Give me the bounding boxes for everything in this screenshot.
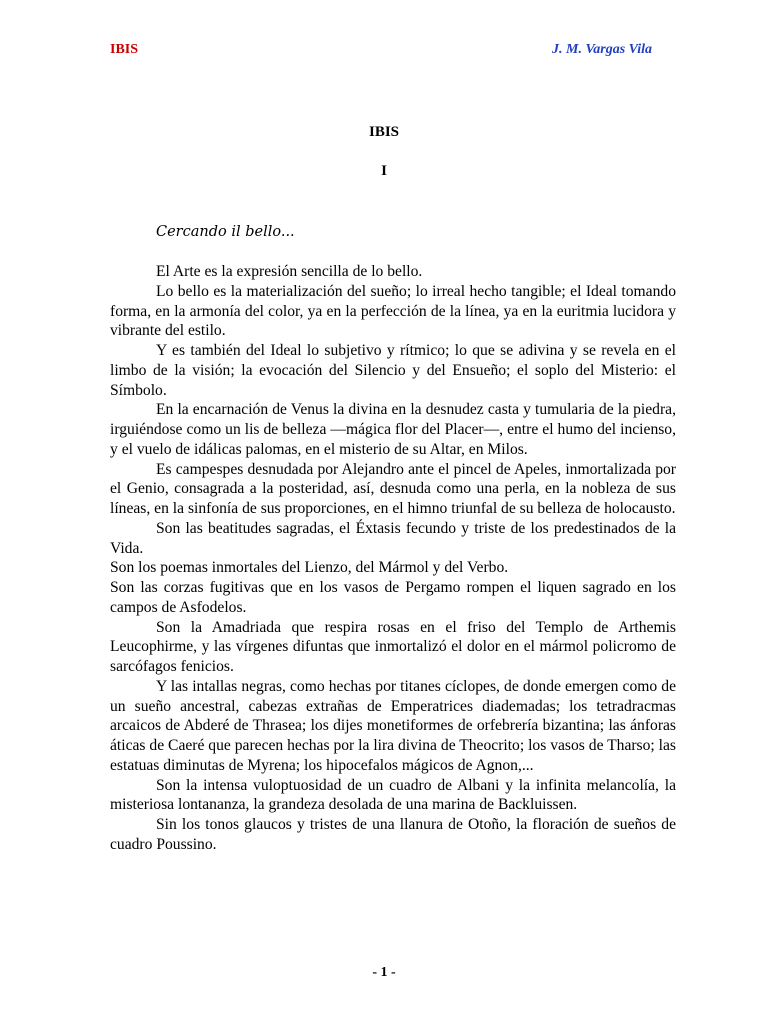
paragraph: En la encarnación de Venus la divina en la desnudez casta y tumularia de la piedra, irguiéndose como un lis de belleza —mágica flor del Placer—, entre el humo del incienso, y el vuelo de idálicas palomas, en el misterio de su Altar, en Milos. — [110, 401, 676, 458]
body-text — [110, 262, 676, 855]
paragraph: Son las beatitudes sagradas, el Éxtasis fecundo y triste de los predestinados de la Vida. — [110, 519, 676, 557]
epigraph: Cercando il bello... — [156, 224, 295, 240]
paragraph: Son la Amadriada que respira rosas en el friso del Templo de Arthemis Leucophirme, y las vírgenes difuntas que inmortalizó el dolor en el mármol policromo de sarcófagos fenicios. — [110, 618, 676, 675]
paragraph: Es campespes desnudada por Alejandro ante el pincel de Apeles, inmortalizada por el Genio, consagrada a la posteridad, así, desnuda como una perla, en la nobleza de sus líneas, en la sinfonía de sus proporciones, en el himno triunfal de su belleza de holocausto. — [110, 460, 676, 517]
paragraph: Y las intallas negras, como hechas por titanes cíclopes, de donde emergen como de un sueño ancestral, cabezas extrañas de Emperatrices diademadas; los tetradracmas arcaicos de Abderé de Thrasea; los dijes monetiformes de orfebrería bizantina; las ánforas áticas de Caeré que parecen hechas por la lira divina de Theocrito; los vasos de Tharso; las estatuas diminutas de Myrena; los hipocefalos mágicos de Agnon,... — [110, 677, 676, 774]
paragraph: Son la intensa vuloptuosidad de un cuadro de Albani y la infinita melancolía, la misteriosa lontananza, la grandeza desolada de una marina de Backluissen. — [110, 776, 676, 814]
header-author: J. M. Vargas Vila — [552, 42, 652, 57]
paragraph: Sin los tonos glaucos y tristes de una llanura de Otoño, la floración de sueños de cuadro Poussino. — [110, 816, 676, 853]
paragraph: Son los poemas inmortales del Lienzo, del Mármol y del Verbo. — [110, 559, 509, 577]
paragraph: Lo bello es la materialización del sueño; lo irreal hecho tangible; el Ideal tomando forma, en la armonía del color, ya en la perfección de la línea, ya en la euritmia lucidora y vibrante del estilo. — [110, 282, 676, 340]
paragraph: Y es también del Ideal lo subjetivo y rítmico; lo que se adivina y se revela en el limbo de la visión; la evocación del Silencio y del Ensueño; el soplo del Misterio: el Símbolo. — [110, 342, 676, 399]
paragraph: Son las corzas fugitivas que en los vasos de Pergamo rompen el liquen sagrado en los campos de Asfodelos. — [110, 579, 676, 616]
paragraph: El Arte es la expresión sencilla de lo bello. — [156, 263, 423, 280]
page-number: - 1 - — [372, 965, 396, 980]
header-book-title: IBIS — [110, 42, 139, 57]
running-header — [110, 42, 656, 62]
book-title: IBIS — [368, 124, 400, 140]
chapter-number: I — [381, 163, 387, 179]
